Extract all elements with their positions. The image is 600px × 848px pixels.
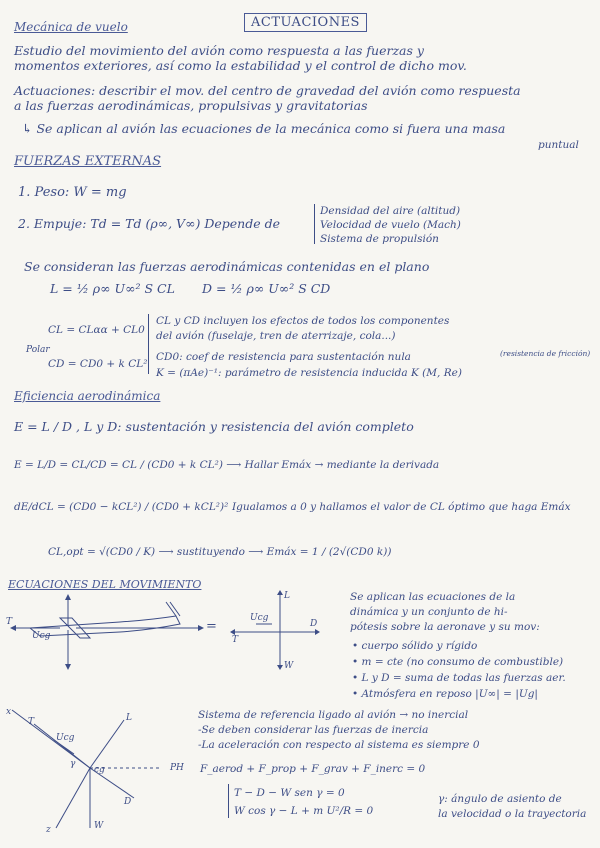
referencia-3: -La aceleración con respecto al sistema es siempre 0: [198, 739, 480, 751]
actuaciones-def-1: Actuaciones: describir el mov. del centro de gravedad del avión como respuesta: [14, 83, 521, 98]
coef-note-2: del avión (fuselaje, tren de aterrizaje, cola...): [156, 330, 396, 342]
fbd-W: W: [284, 661, 294, 671]
lift-eq: L = ½ ρ∞ U∞² S CL: [50, 281, 175, 296]
axis-z-label: z: [46, 825, 51, 835]
drag-arrowhead: [198, 625, 204, 631]
axis-W-label: W: [94, 821, 104, 831]
reference-frame-diagram: [0, 700, 200, 848]
fbd-weight-head: [277, 665, 283, 670]
cd-eq: CD = CD0 + k CL²: [48, 358, 148, 370]
topic-title: Mecánica de vuelo: [14, 20, 128, 34]
plano-text: Se consideran las fuerzas aerodinámicas contenidas en el plano: [24, 259, 430, 274]
peso-eq: 1. Peso: W = mg: [18, 185, 127, 200]
fbd-L: L: [284, 591, 290, 601]
coef-note-3b: (resistencia de fricción): [500, 349, 591, 358]
axis-ucg-label: Ucg: [56, 733, 75, 743]
intro-line-2: momentos exteriores, así como la estabilidad y el control de dicho mov.: [14, 58, 467, 73]
coef-note-4: K = (πAe)⁻¹: parámetro de resistencia inducida K (M, Re): [156, 367, 462, 379]
axis-ph-label: PH: [170, 763, 184, 773]
bullet-4: • Atmósfera en reposo |U∞| = |Ug|: [352, 688, 538, 700]
derivada-eq: dE/dCL = (CD0 − kCL²) / (CD0 + kCL²)²: [14, 501, 229, 513]
eficiencia-def: E = L / D , L y D: sustentación y resistencia del avión completo: [14, 419, 414, 434]
hipotesis-2: dinámica y un conjunto de hi-: [350, 606, 508, 618]
fbd-T: T: [232, 635, 239, 645]
cl-eq: CL = CLαα + CL0: [48, 324, 145, 336]
coef-note-1: CL y CD incluyen los efectos de todos los componentes: [156, 315, 450, 327]
axis-cg-label: cg: [94, 765, 105, 775]
diagram-ucg-label: Ucg: [32, 631, 51, 641]
bullet-2: • m = cte (no consumo de combustible): [352, 656, 564, 668]
eficiencia-eq: E = L/D = CL/CD = CL / (CD0 + k CL²) ⟶ Hallar Emáx → mediante la derivada: [14, 459, 440, 471]
brace: [314, 204, 315, 244]
page-title: ACTUACIONES: [244, 13, 367, 32]
eficiencia-heading: Eficiencia aerodinámica: [14, 389, 161, 403]
referencia-2: -Se deben considerar las fuerzas de inercia: [198, 724, 429, 736]
gamma-def-1: γ: ángulo de asiento de: [438, 793, 562, 805]
system-eq-1: T − D − W sen γ = 0: [234, 787, 345, 799]
hipotesis-3: pótesis sobre la aeronave y su mov:: [350, 621, 540, 633]
fbd-ucg-label: Ucg: [250, 613, 269, 623]
weight-arrowhead: [65, 664, 71, 670]
axis-L-label: L: [126, 713, 132, 723]
hipotesis-1: Se aplican las ecuaciones de la: [350, 591, 516, 603]
actuaciones-note-end: puntual: [538, 139, 579, 151]
axis-T-label: T: [28, 717, 35, 727]
axis-x-label: x: [6, 707, 12, 717]
axis-D-label: D: [124, 797, 132, 807]
axis-gamma-label: γ: [70, 759, 76, 769]
fbd-lift-head: [277, 590, 283, 595]
ecuaciones-heading: ECUACIONES DEL MOVIMIENTO: [8, 578, 202, 591]
equals-sign: =: [206, 619, 217, 634]
gamma-def-2: la velocidad o la trayectoria: [438, 808, 587, 820]
actuaciones-def-2: a las fuerzas aerodinámicas, propulsivas y gravitatorias: [14, 98, 368, 113]
fuerzas-heading: FUERZAS EXTERNAS: [14, 154, 162, 169]
coef-note-3: CD0: coef de resistencia para sustentación nula: [156, 351, 411, 363]
bullet-3: • L y D = suma de todas las fuerzas aer.: [352, 672, 566, 684]
fbd-D: D: [310, 619, 318, 629]
actuaciones-note: ↳ Se aplican al avión las ecuaciones de la mecánica como si fuera una masa: [22, 121, 506, 136]
depende-1: Densidad del aire (altitud): [320, 205, 461, 217]
depende-3: Sistema de propulsión: [320, 233, 439, 245]
system-eq-2: W cos γ − L + m U²/R = 0: [234, 805, 374, 817]
fuselage-shape: [30, 616, 180, 636]
empuje-eq: 2. Empuje: Td = Td (ρ∞, V∞) Depende de: [18, 216, 280, 231]
brace: [228, 784, 229, 818]
fbd-drag-head: [315, 629, 320, 635]
referencia-1: Sistema de referencia ligado al avión → no inercial: [198, 709, 469, 721]
force-sum-eq: F_aerod + F_prop + F_grav + F_inerc = 0: [200, 763, 426, 775]
aircraft-force-diagram: [0, 590, 350, 680]
diagram-T-label: T: [6, 617, 13, 627]
depende-2: Velocidad de vuelo (Mach): [320, 219, 461, 231]
lift-arrowhead: [65, 594, 71, 600]
derivada-text: Igualamos a 0 y hallamos el valor de CL óptimo que haga Emáx: [232, 501, 571, 513]
tail-shape: [166, 602, 180, 616]
brace: [148, 314, 149, 374]
polar-label: Polar: [26, 345, 50, 355]
bullet-1: • cuerpo sólido y rígido: [352, 640, 478, 652]
lift-vector: [90, 720, 124, 768]
drag-eq: D = ½ ρ∞ U∞² S CD: [202, 281, 331, 296]
cl-opt-eq: CL,opt = √(CD0 / K) ⟶ sustituyendo ⟶ Emáx = 1 / (2√(CD0 k)): [48, 546, 392, 558]
intro-line-1: Estudio del movimiento del avión como respuesta a las fuerzas y: [14, 43, 424, 58]
z-axis: [56, 768, 90, 828]
